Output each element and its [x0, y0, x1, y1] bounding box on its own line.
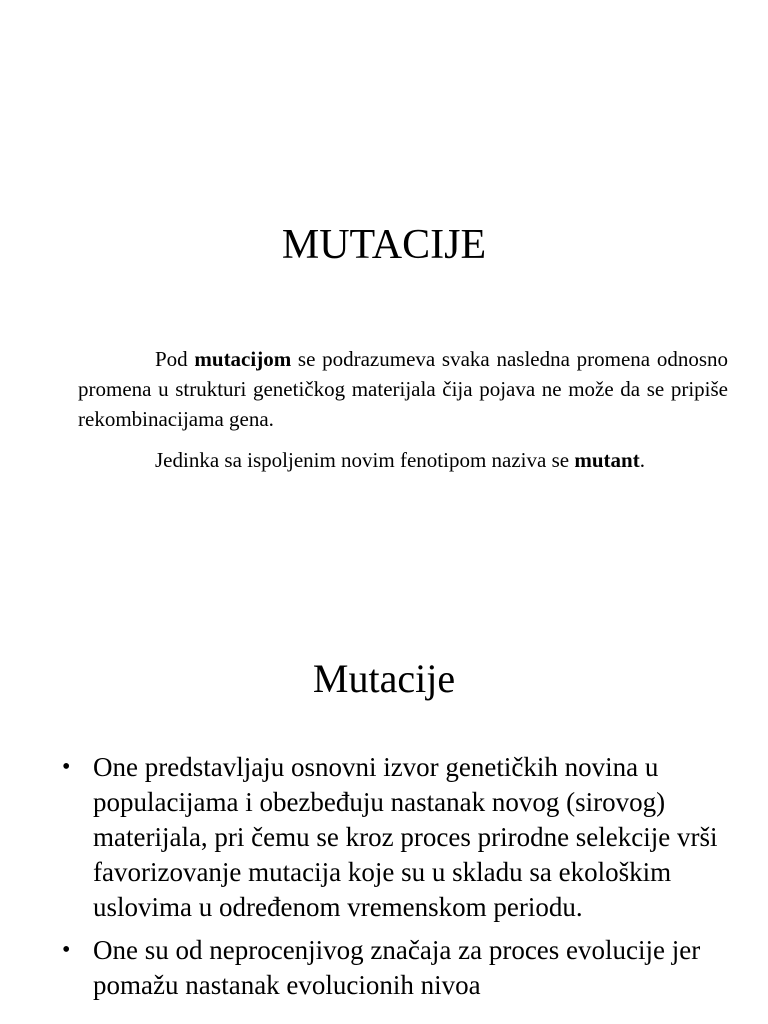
bullet-item	[60, 933, 720, 1003]
paragraph-text: Jedinka sa ispoljenim novim fenotipom naziva se	[155, 448, 575, 472]
bullet-text: One predstavljaju osnovni izvor genetičkih novina u populacijama i obezbeđuju nastanak novog (sirovog) materijala, pri čemu se kroz proces prirodne selekcije vrši favorizovanje mutacija koje su u skladu sa ekološkim uslovima u određenom vremenskom periodu.	[93, 752, 718, 922]
paragraph-text: se podrazumeva svaka nasledna promena odnosno promena u strukturi genetičkog materijala čija pojava ne može da se pripiše rekombinacijama gena.	[78, 347, 728, 431]
bold-term-mutant: mutant	[574, 448, 640, 472]
slide-mutacije-bullets	[0, 576, 768, 1024]
bullet-list	[60, 750, 720, 1011]
slide-title: MUTACIJE	[281, 222, 487, 268]
bullet-dot-icon: •	[62, 937, 71, 963]
mutant-paragraph	[78, 445, 728, 475]
paragraph-text: .	[639, 448, 645, 472]
slide-title: Mutacije	[312, 656, 456, 701]
bullet-text: One su od neprocenjivog značaja za proces evolucije jer pomažu nastanak evolucionih nivoa	[93, 935, 701, 1000]
definition-paragraph	[78, 344, 728, 434]
bullet-item	[60, 750, 720, 925]
bullet-dot-icon: •	[62, 754, 71, 780]
bold-term-mutacijom: mutacijom	[194, 347, 292, 371]
paragraph-text: Pod	[155, 347, 195, 371]
